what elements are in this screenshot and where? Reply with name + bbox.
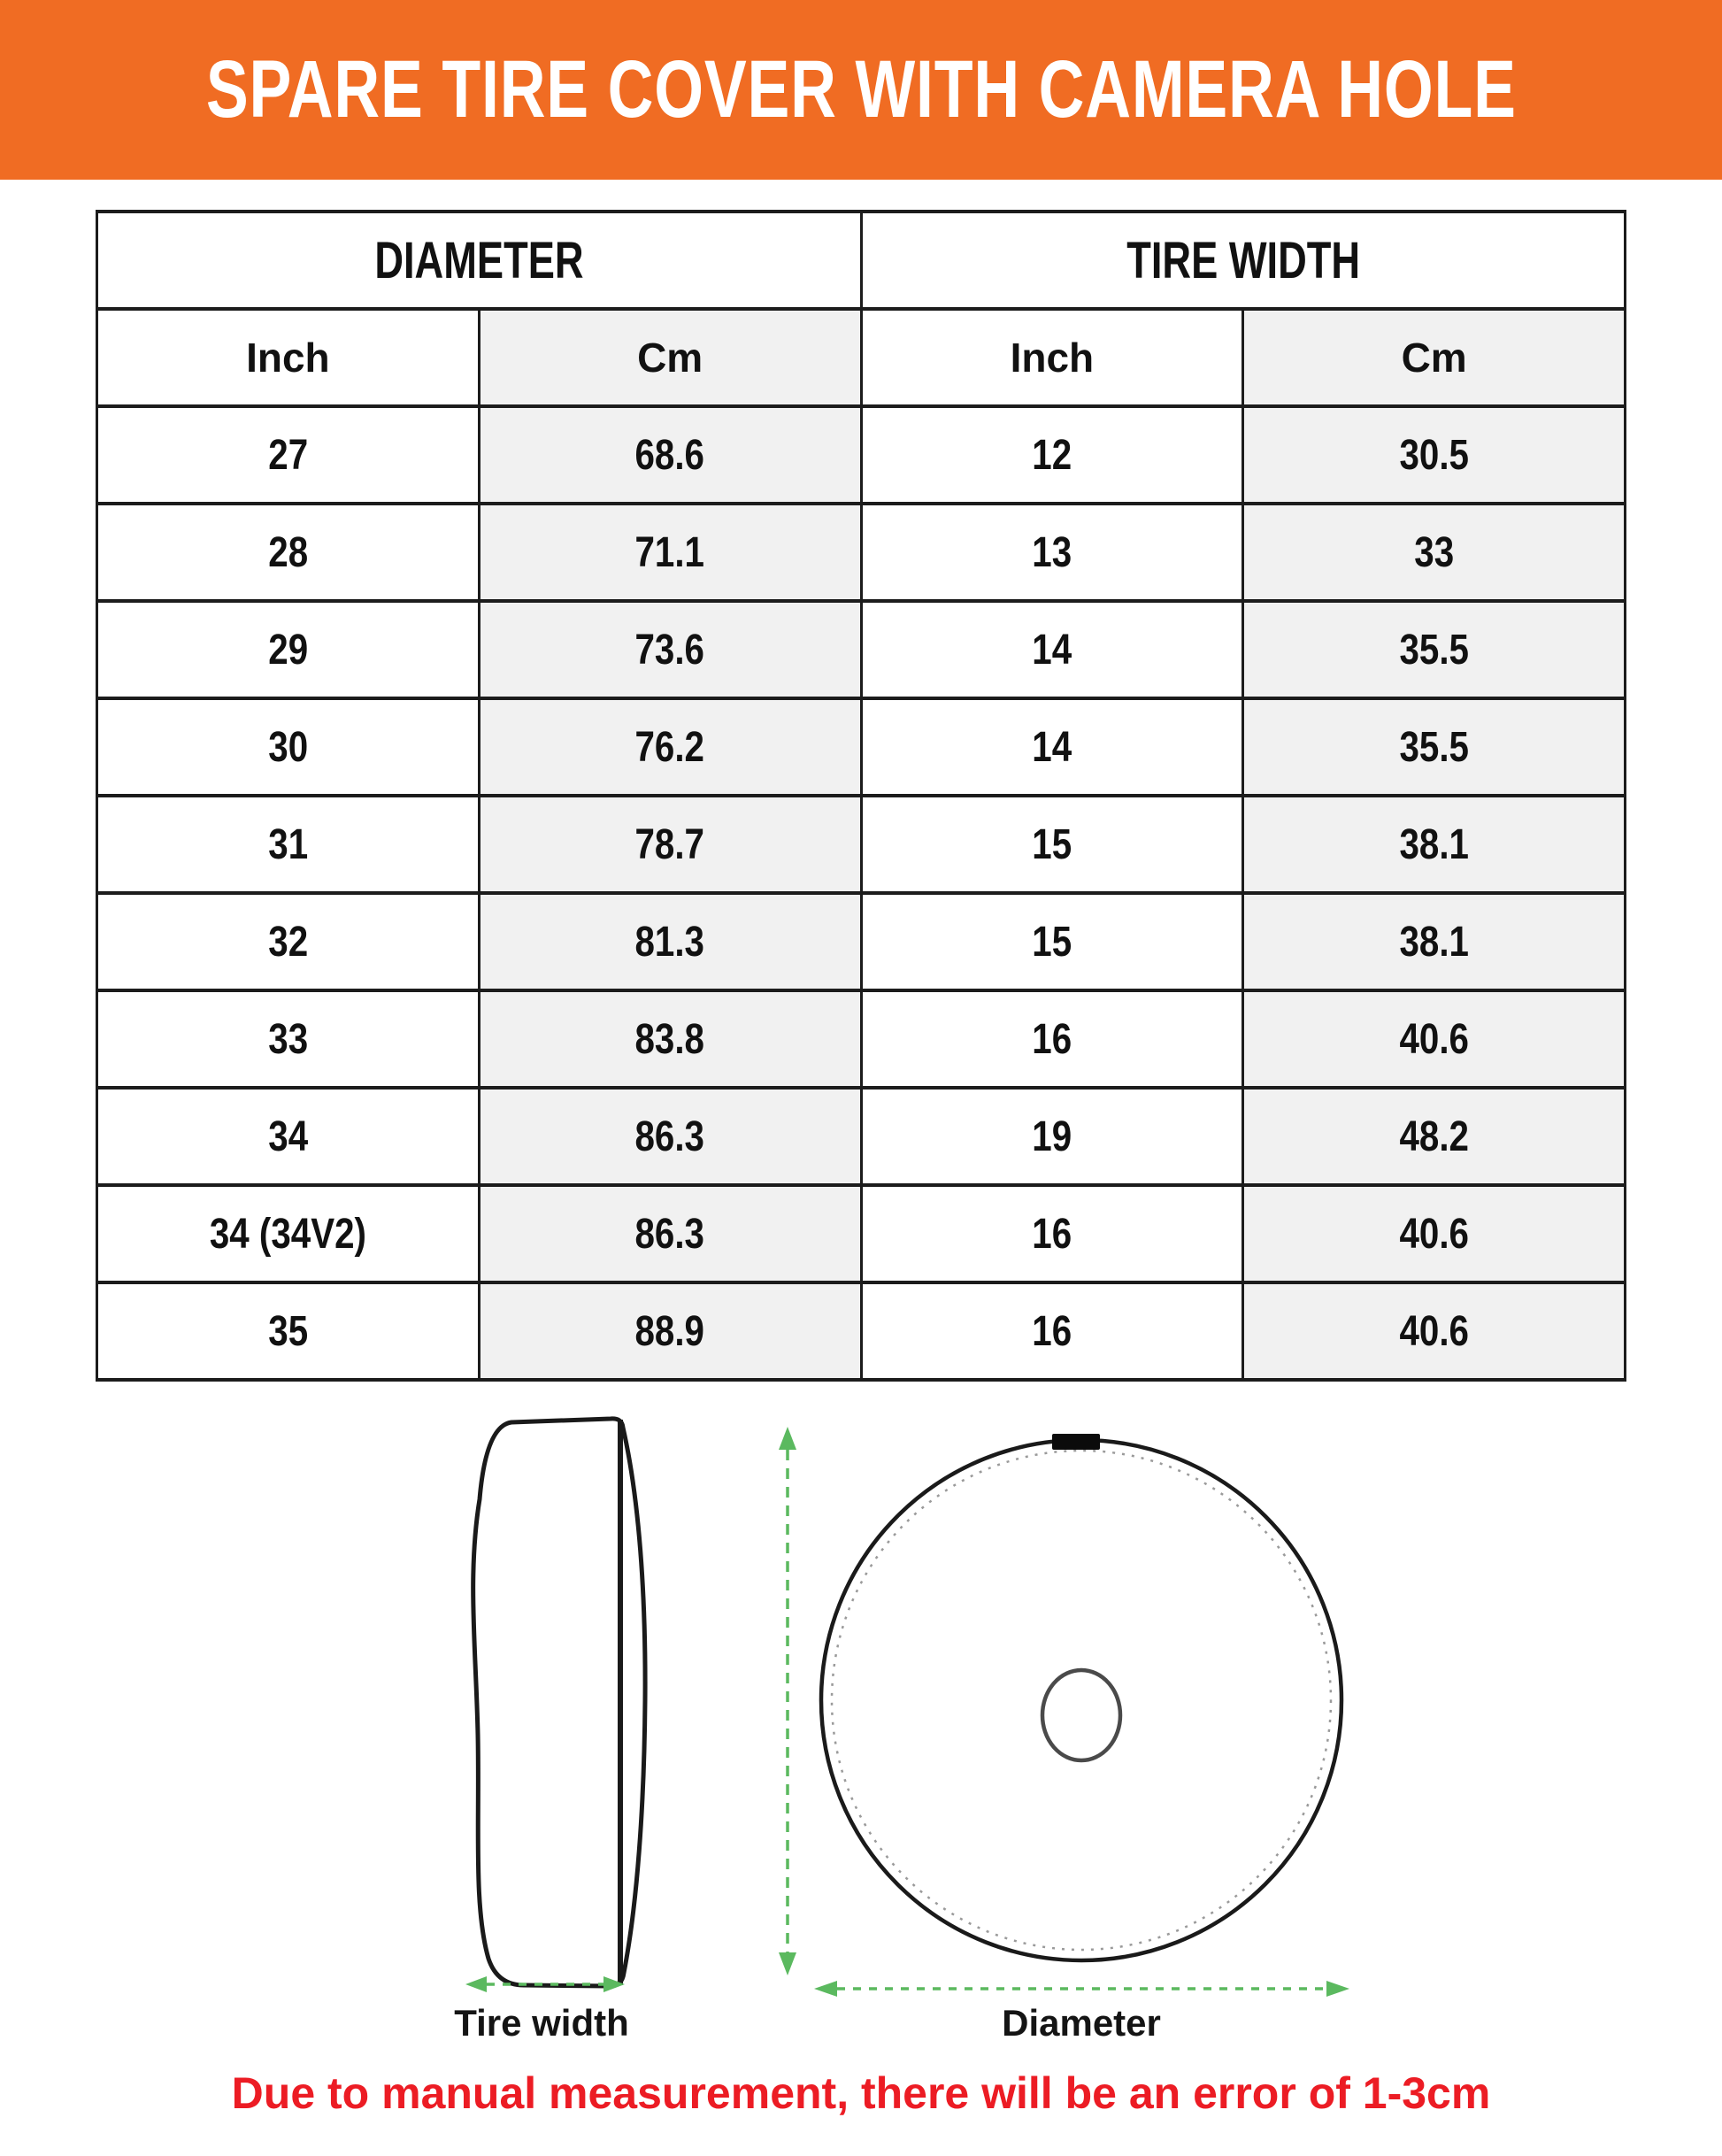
- table-cell: 40.6: [1243, 1282, 1626, 1380]
- table-cell: 73.6: [479, 601, 861, 698]
- stitch-dotted-circle: [832, 1451, 1331, 1950]
- diameter-arrow: [814, 1981, 1349, 1997]
- table-cell: 27: [97, 406, 480, 504]
- table-cell: 68.6: [479, 406, 861, 504]
- table-cell: 83.8: [479, 990, 861, 1088]
- table-cell: 48.2: [1243, 1088, 1626, 1185]
- table-cell: 13: [861, 504, 1243, 601]
- table-cell: 86.3: [479, 1088, 861, 1185]
- table-cell: 19: [861, 1088, 1243, 1185]
- tire-width-arrow: [465, 1976, 625, 1992]
- table-cell: 33: [97, 990, 480, 1088]
- table-cell: 35.5: [1243, 698, 1626, 796]
- table-row: [97, 406, 1626, 504]
- table-cell: 14: [861, 698, 1243, 796]
- table-row: [97, 796, 1626, 893]
- table-row: [97, 601, 1626, 698]
- col-header-diameter-inch: Inch: [97, 309, 480, 406]
- table-cell: 29: [97, 601, 480, 698]
- size-table: [96, 210, 1626, 1382]
- table-cell: 30: [97, 698, 480, 796]
- table-cell: 31: [97, 796, 480, 893]
- table-cell: 12: [861, 406, 1243, 504]
- table-cell: 30.5: [1243, 406, 1626, 504]
- table-row: [97, 698, 1626, 796]
- measurement-error-note: Due to manual measurement, there will be an error of 1-3cm: [231, 2068, 1491, 2118]
- sub-header-row: [97, 309, 1626, 406]
- table-cell: 35: [97, 1282, 480, 1380]
- table-cell: 88.9: [479, 1282, 861, 1380]
- table-cell: 14: [861, 601, 1243, 698]
- table-cell: 28: [97, 504, 480, 601]
- group-header-row: [97, 212, 1626, 309]
- size-table-body: [97, 406, 1626, 1380]
- table-cell: 38.1: [1243, 796, 1626, 893]
- banner-title: SPARE TIRE COVER WITH CAMERA HOLE: [205, 44, 1517, 135]
- table-cell: 15: [861, 796, 1243, 893]
- banner: [0, 0, 1722, 180]
- diameter-label: Diameter: [1002, 2002, 1161, 2044]
- table-row: [97, 893, 1626, 990]
- tire-front-view: [821, 1434, 1341, 1960]
- tire-width-label: Tire width: [454, 2002, 629, 2044]
- tire-side-view: [473, 1419, 645, 1986]
- table-row: [97, 504, 1626, 601]
- table-row: [97, 990, 1626, 1088]
- table-cell: 34 (34V2): [97, 1185, 480, 1282]
- table-row: [97, 1088, 1626, 1185]
- table-cell: 38.1: [1243, 893, 1626, 990]
- table-row: [97, 1282, 1626, 1380]
- table-cell: 81.3: [479, 893, 861, 990]
- table-cell: 35.5: [1243, 601, 1626, 698]
- table-cell: 71.1: [479, 504, 861, 601]
- col-header-width-inch: Inch: [861, 309, 1243, 406]
- camera-hole-marker: [1052, 1434, 1100, 1450]
- table-cell: 86.3: [479, 1185, 861, 1282]
- table-cell: 76.2: [479, 698, 861, 796]
- vertical-diameter-arrow: [779, 1427, 796, 1975]
- table-cell: 40.6: [1243, 1185, 1626, 1282]
- table-cell: 34: [97, 1088, 480, 1185]
- size-table-header: [97, 212, 1626, 406]
- camera-hole: [1042, 1670, 1120, 1760]
- table-cell: 40.6: [1243, 990, 1626, 1088]
- col-header-diameter-cm: Cm: [479, 309, 861, 406]
- table-cell: 78.7: [479, 796, 861, 893]
- table-cell: 33: [1243, 504, 1626, 601]
- table-cell: 32: [97, 893, 480, 990]
- col-header-width-cm: Cm: [1243, 309, 1626, 406]
- table-cell: 16: [861, 1185, 1243, 1282]
- group-header-diameter: DIAMETER: [97, 212, 862, 309]
- group-header-tire-width: TIRE WIDTH: [861, 212, 1626, 309]
- table-cell: 15: [861, 893, 1243, 990]
- table-row: [97, 1185, 1626, 1282]
- table-cell: 16: [861, 1282, 1243, 1380]
- table-cell: 16: [861, 990, 1243, 1088]
